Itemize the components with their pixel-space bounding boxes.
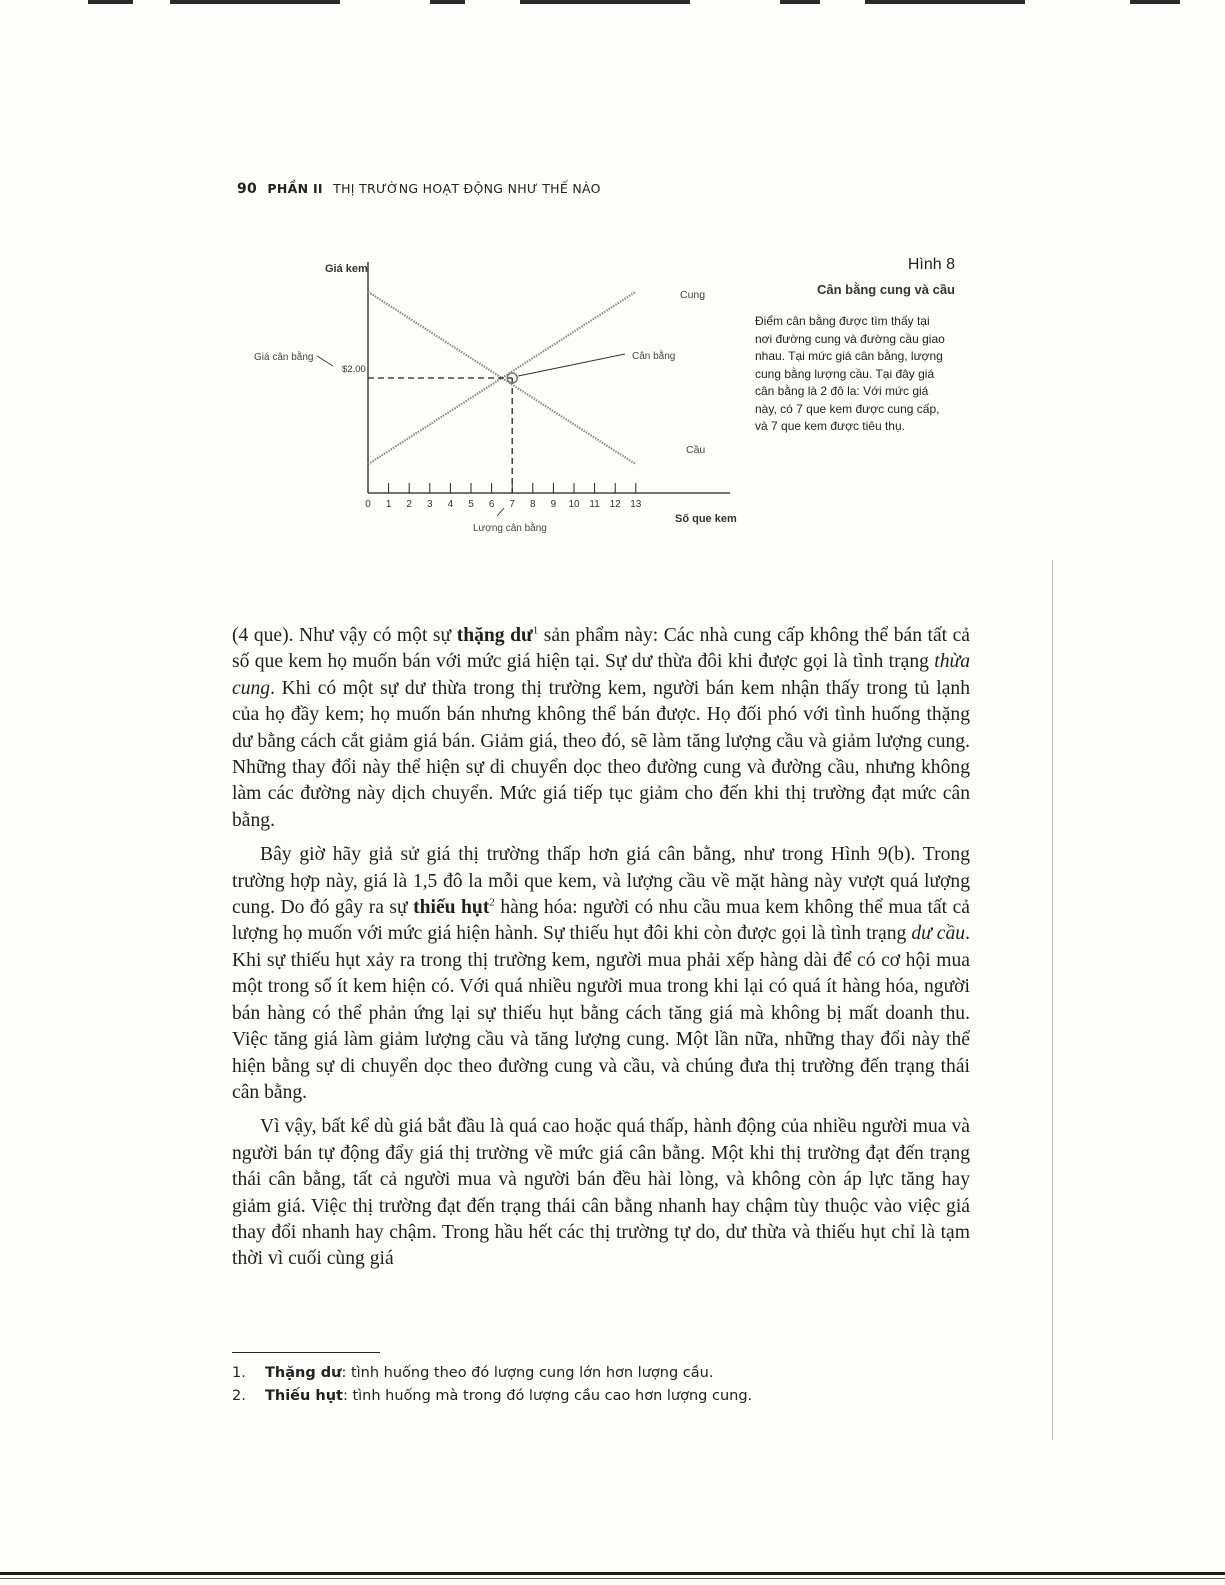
scan-edge-bottom-line — [0, 1578, 1225, 1579]
footnote-ref-2: 2 — [489, 896, 495, 909]
paragraph-1: (4 que). Như vậy có một sự thặng $dư^1$ sản phẩm này: Các nhà cung cấp không thể bán tất cả số que kem họ muốn bán với mức giá hiện tại. Sự dư thừa đôi khi được gọi là tình trạng thừa cung. Khi có một sự dư thừa trong thị trường kem, người bán kem nhận thấy trong tủ lạnh của họ đầy kem; họ muốn bán nhưng không thể bán được. Họ đối phó với tình huống thặng dư bằng cách cắt giảm giá bán. Giảm giá, theo đó, sẽ làm tăng lượng cầu và giảm lượng cung. Những thay đổi này thể hiện sự di chuyển dọc theo đường cung và đường cầu, nhưng không làm các đường này dịch chuyển. Mức giá tiếp tục giảm cho đến khi thị trường đạt mức cân bằng. — [232, 624, 971, 831]
footnote-divider — [232, 1352, 380, 1353]
page-number: 90 — [237, 181, 258, 197]
footnote-2: 2. Thiếu hụt: tình huống mà trong đó lượng cầu cao hơn lượng cung. — [232, 1388, 753, 1404]
x-tick-label: 7 — [509, 499, 515, 510]
supply-curve-label: Cung — [680, 289, 706, 301]
part-label: PHẦN II — [267, 181, 323, 196]
x-tick-label: 9 — [550, 499, 557, 510]
body-text — [232, 623, 970, 1281]
scan-edge-top — [0, 0, 1225, 6]
running-header — [237, 181, 601, 197]
chapter-title: THỊ TRƯỜNG HOẠT ĐỘNG NHƯ THẾ NÀO — [333, 181, 601, 196]
paragraph-2: Bây giờ hãy giả sử giá thị trường thấp hơn giá cân bằng, như trong Hình 9(b). Trong trường hợp này, giá là 1,5 đô la mỗi que kem, và lượng cầu về mặt hàng này vượt quá lượng cung. Do đó gây ra sự thiếu hụt$^2$ hàng hóa: người có nhu cầu mua kem không thể mua tất cả lượng họ muốn với mức giá hiện hành. Sự thiếu hụt đôi khi còn được gọi là tình trạng dư cầu. Khi sự thiếu hụt xảy ra trong thị trường kem, người mua phải xếp hàng dài để có cơ hội mua một trong số ít kem hiện có. Với quá nhiều người mua trong khi lại có quá ít hàng hóa, người bán hàng có thể phản ứng lại sự thiếu hụt bằng cách tăng giá mà không bị mất doanh thu. Việc tăng giá làm giảm lượng cầu và tăng lượng cung. Một lần nữa, những thay đổi này thể hiện bằng sự di chuyển dọc theo đường cung và cầu, và chúng đưa thị trường đến trạng thái cân bằng. — [232, 844, 970, 1103]
x-tick-label: 8 — [530, 499, 536, 510]
x-tick-label: 2 — [406, 499, 412, 510]
term-surplus: thặng dư — [456, 625, 533, 646]
footnote-1: 1. Thặng dư: tình huống theo đó lượng cung lớn hơn lượng cầu. — [232, 1365, 714, 1381]
footnote-ref-1: 1 — [532, 624, 539, 637]
demand-curve-label: Cầu — [686, 444, 706, 456]
supply-demand-chart — [245, 250, 755, 550]
x-tick-label: 10 — [568, 499, 580, 510]
x-tick-label: 6 — [488, 499, 495, 510]
x-tick-label: 3 — [427, 499, 433, 510]
figure-caption — [755, 256, 955, 436]
equilibrium-quantity-pointer — [497, 508, 504, 516]
footnotes — [232, 1362, 972, 1408]
figure-description: Điểm cân bằng được tìm thấy tại nơi đường cung và đường cầu giao nhau. Tại mức giá cân bằng, lượng cung bằng lượng cầu. Tại đây giá cân bằng là 2 đô la: Với mức giá này, có 7 que kem được cung cấp, và 7 que kem được tiêu thụ. — [755, 314, 945, 433]
figure-number: Hình 8 — [907, 256, 955, 273]
emphasis-excess-demand: dư cầu — [911, 923, 966, 945]
term-shortage: thiếu hụt — [413, 897, 490, 919]
emphasis-excess-supply: thừa cung — [232, 651, 970, 699]
x-tick-label: 13 — [630, 499, 642, 510]
equilibrium-price-label: Giá cân bằng — [254, 352, 314, 363]
x-tick-label: 11 — [589, 499, 600, 510]
paragraph-3: Vì vậy, bất kể dù giá bắt đầu là quá cao hoặc quá thấp, hành động của nhiều người mua và người bán tự động đẩy giá thị trường về mức giá cân bằng. Một khi thị trường đạt đến trạng thái cân bằng, tất cả người mua và người bán đều hài lòng, và không còn áp lực tăng hay giảm giá. Việc thị trường đạt đến trạng thái cân bằng nhanh hay chậm tùy thuộc vào việc giá thay đổi nhanh hay chậm. Trong hầu hết các thị trường tự do, dư thừa và thiếu hụt chỉ là tạm thời vì cuối cùng giá — [232, 1116, 970, 1270]
y-axis-label: Giá kem — [325, 263, 368, 275]
scan-right-margin-line — [1052, 560, 1053, 1440]
equilibrium-point-label: Cân bằng — [632, 351, 676, 362]
x-tick-label: 4 — [447, 499, 454, 510]
scan-edge-bottom — [0, 1572, 1225, 1575]
x-tick-label: 12 — [609, 499, 621, 510]
x-tick-label: 1 — [385, 499, 392, 510]
y-tick-label: $2,00 — [342, 364, 366, 375]
x-tick-label: 0 — [365, 499, 371, 510]
x-axis-label: Số que kem — [675, 513, 737, 525]
equilibrium-quantity-label: Lượng cân bằng — [473, 523, 547, 534]
x-tick-label: 5 — [468, 499, 474, 510]
equilibrium-price-pointer — [317, 356, 333, 366]
figure-title: Cân bằng cung và cầu — [817, 282, 955, 297]
